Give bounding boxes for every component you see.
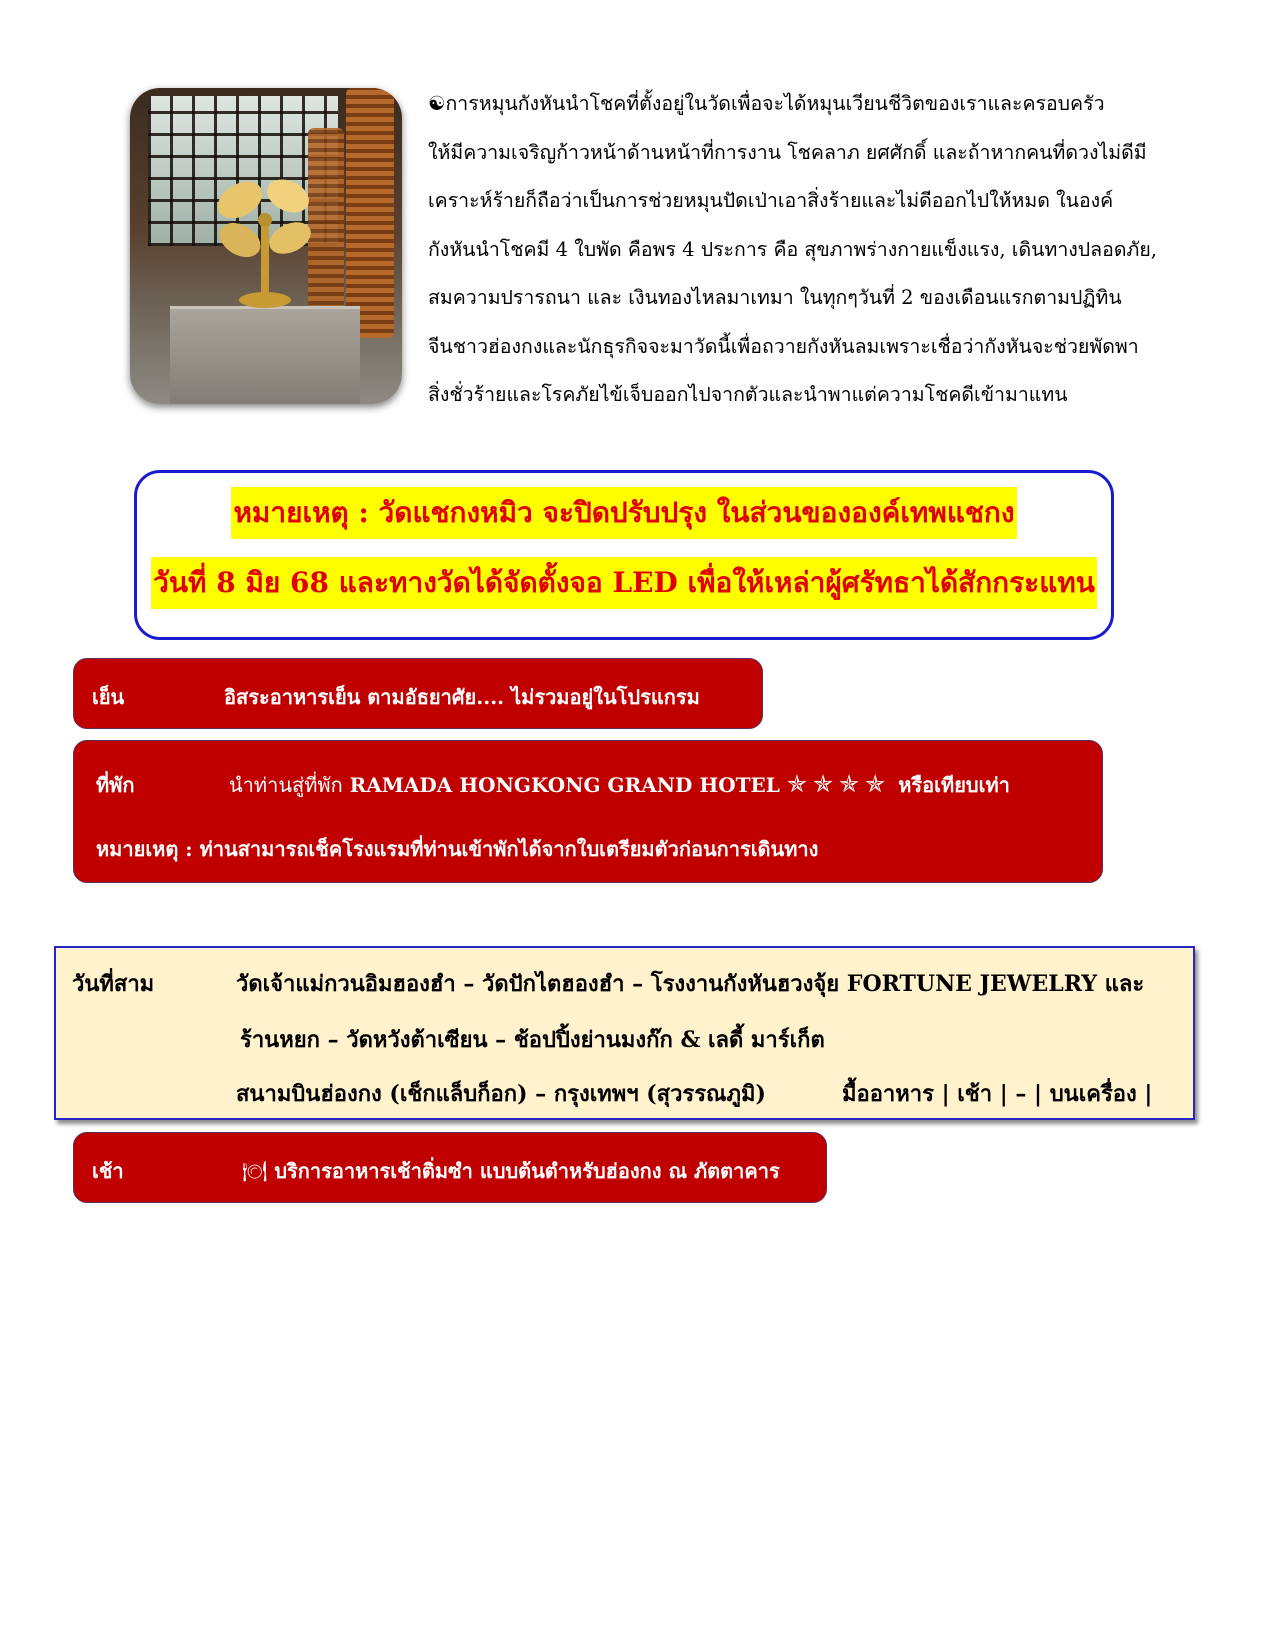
breakfast-label: เช้า: [92, 1159, 124, 1183]
intro-line: ให้มีความเจริญก้าวหน้าด้านหน้าที่การงาน โชคลาภ ยศศักดิ์ และถ้าหากคนที่ดวงไม่ดีมี: [428, 140, 1147, 164]
intro-line: กังหันนำโชคมี 4 ใบพัด คือพร 4 ประการ คือ สุขภาพร่างกายแข็งแรง, เดินทางปลอดภัย,: [428, 237, 1157, 261]
day-route-line-3: สนามบินฮ่องกง (เช็กแล็บก็อก) – กรุงเทพฯ (สุวรรณภูมิ): [236, 1081, 766, 1107]
hotel-line: [229, 769, 1010, 801]
hotel-suffix: หรือเทียบเท่า: [898, 773, 1010, 797]
intro-line: สมความปรารถนา และ เงินทองไหลมาเทมา ในทุกๆวันที่ 2 ของเดือนแรกตามปฏิทิน: [428, 286, 1122, 309]
intro-line: เคราะห์ร้ายก็ถือว่าเป็นการช่วยหมุนปัดเป่าเอาสิ่งร้ายและไม่ดีออกไปให้หมด ในองค์: [428, 189, 1114, 212]
intro-line: การหมุนกังหันนำโชคที่ตั้งอยู่ในวัดเพื่อจะได้หมุนเวียนชีวิตของเราและครอบครัว: [445, 92, 1105, 115]
day-route-line-1: วัดเจ้าแม่กวนอิมฮองฮำ – วัดปักไตฮองฮำ – โรงงานกังหันฮวงจุ้ย FORTUNE JEWELRY และ: [236, 971, 1145, 997]
fan-photo: [130, 88, 402, 404]
yin-yang-icon: ☯: [428, 92, 446, 115]
fortune-windmill-icon: [210, 168, 320, 328]
dinner-text: อิสระอาหารเย็น ตามอัธยาศัย.... ไม่รวมอยู่ในโปรแกรม: [224, 685, 700, 709]
breakfast-line: [242, 1155, 780, 1187]
hotel-note: หมายเหตุ : ท่านสามารถเช็คโรงแรมที่ท่านเข้าพักได้จากใบเตรียมตัวก่อนการเดินทาง: [96, 837, 819, 861]
dish-icon: 🍽: [242, 1159, 268, 1183]
hotel-row: [73, 740, 1103, 883]
dinner-label: เย็น: [92, 685, 125, 709]
incense-pillar: [346, 88, 394, 338]
windmill-description: [428, 80, 1203, 420]
day-route-line-2: ร้านหยก – วัดหวังต้าเซียน – ช้อปปิ้งย่านมงก๊ก & เลดี้ มาร์เก็ต: [240, 1027, 825, 1053]
intro-line: จีนชาวฮ่องกงและนักธุรกิจจะมาวัดนี้เพื่อถวายกังหันลมเพราะเชื่อว่ากังหันจะช่วยพัดพา: [428, 334, 1139, 358]
intro-line: สิ่งชั่วร้ายและโรคภัยไข้เจ็บออกไปจากตัวและนำพาแต่ความโชคดีเข้ามาแทน: [428, 383, 1068, 406]
notice-line-2: วันที่ 8 มิย 68 และทางวัดได้จัดตั้งจอ LED เพื่อให้เหล่าผู้ศรัทธาได้สักกระแทน: [151, 557, 1097, 609]
day-label: วันที่สาม: [72, 971, 155, 997]
day-three-header: [54, 946, 1195, 1120]
breakfast-text: บริการอาหารเช้าติ่มซำ แบบต้นตำหรับฮ่องกง ณ ภัตตาคาร: [274, 1159, 780, 1183]
dinner-row: [73, 658, 763, 729]
hotel-name: RAMADA HONGKONG GRAND HOTEL: [349, 773, 780, 797]
closure-notice: [134, 470, 1114, 640]
hotel-prefix: นำท่านสู่ที่พัก: [229, 773, 343, 797]
star-rating-icon: ✯✯✯✯: [786, 770, 892, 798]
day-meals: มื้ออาหาร | เช้า | – | บนเครื่อง |: [842, 1081, 1153, 1107]
notice-line-1: หมายเหตุ : วัดแชกงหมิว จะปิดปรับปรุง ในส่วนขององค์เทพแชกง: [231, 487, 1016, 539]
hotel-label: ที่พัก: [96, 773, 135, 797]
breakfast-row: [73, 1132, 827, 1203]
